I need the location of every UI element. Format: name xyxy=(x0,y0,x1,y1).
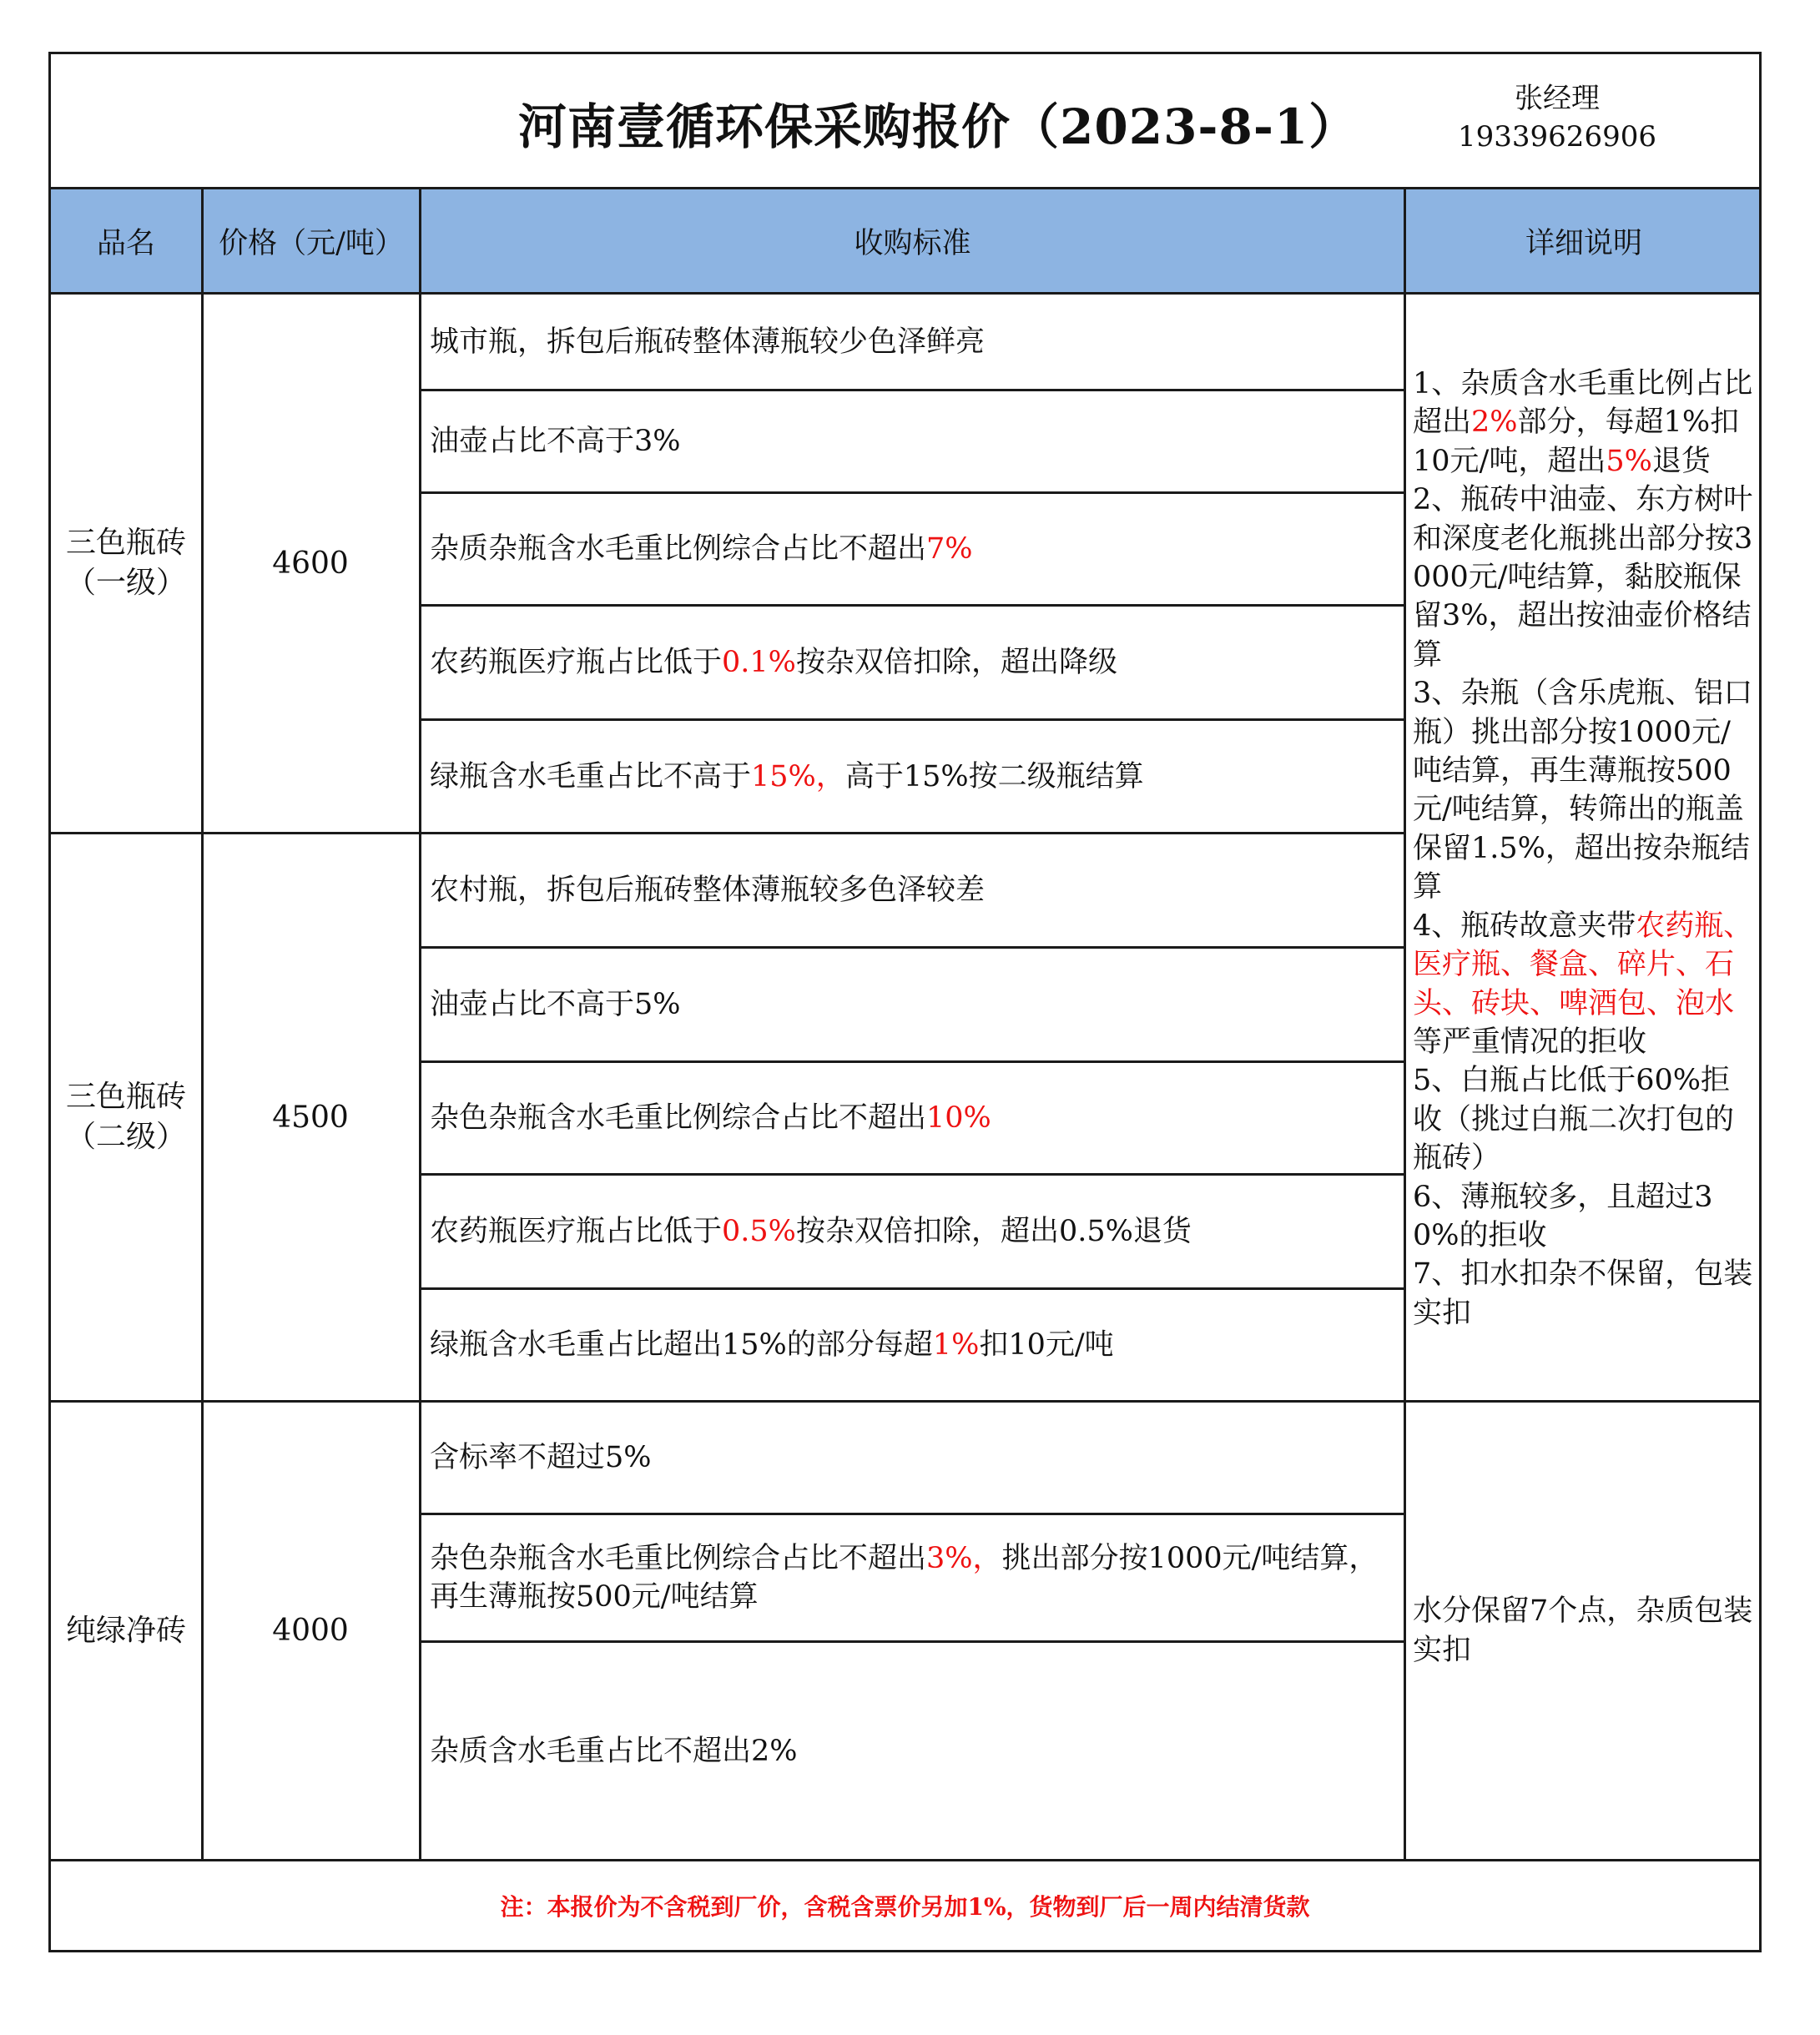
detail-note-green xyxy=(1406,1403,1762,1859)
criterion-text: 杂色杂瓶含水毛重比例综合占比不超出 xyxy=(430,1542,927,1575)
title-row xyxy=(51,54,1759,189)
criterion-text: 农药瓶医疗瓶占比低于 xyxy=(430,646,723,679)
detail-note-7: 7、扣水扣杂不保留，包装实扣 xyxy=(1413,1257,1753,1330)
detail-notes xyxy=(1406,365,1762,1332)
footer-note: 注：本报价为不含税到厂价，含税含票价另加1%，货物到厂后一周内结清货款 xyxy=(500,1893,1310,1921)
detail-text: 水分保留7个点，杂质包装实扣 xyxy=(1413,1594,1753,1667)
criterion-text: 绿瓶含水毛重占比超出15%的部分每超 xyxy=(430,1328,933,1362)
detail-text: 1、杂质含水毛重比例占比超出 xyxy=(1413,367,1753,440)
grade-1-criterion-1: 城市瓶，拆包后瓶砖整体薄瓶较少色泽鲜亮 xyxy=(430,325,986,359)
criterion-highlight: 0.1% xyxy=(722,646,796,679)
criterion-highlight: 1% xyxy=(932,1328,980,1362)
header-standard: 收购标准 xyxy=(854,226,971,260)
grade-3-criterion-3: 杂质含水毛重占比不超出2% xyxy=(430,1734,798,1768)
grade-3-name xyxy=(51,1403,201,1859)
criterion-text: 按杂双倍扣除，超出降级 xyxy=(795,646,1117,679)
grade-1-criterion-2: 油壶占比不高于3% xyxy=(430,425,681,458)
header-name: 品名 xyxy=(96,226,155,260)
detail-text: 部分，每超1%扣10元/吨，超出 xyxy=(1413,405,1740,478)
grade-2-name-line1: 三色瓶砖 xyxy=(65,1080,186,1114)
grade-1-criterion-4 xyxy=(421,607,1402,718)
grade-2-price: 4500 xyxy=(272,1100,349,1135)
criterion-text: 绿瓶含水毛重占比不高于 xyxy=(430,759,752,793)
detail-text: 等严重情况的拒收 xyxy=(1413,1025,1647,1059)
grade-1-criterion-5 xyxy=(421,721,1402,832)
grade-1-criterion-3 xyxy=(421,494,1402,604)
detail-note-3: 3、杂瓶（含乐虎瓶、铝口瓶）挑出部分按1000元/吨结算，再生薄瓶按500元/吨结算，转筛出的瓶盖保留1.5%，超出按杂瓶结算 xyxy=(1413,677,1753,904)
criterion-text: 高于15%按二级瓶结算 xyxy=(844,759,1144,793)
grade-2-name-line2: （二级） xyxy=(65,1120,186,1154)
detail-highlight: 农药瓶、医疗瓶、餐盒、碎片、石头、砖块、啤酒包、泡水 xyxy=(1413,909,1753,1020)
grade-3-criterion-1: 含标率不超过5% xyxy=(430,1441,652,1474)
grade-2-criterion-5 xyxy=(421,1290,1402,1400)
criterion-text: 挑出部分按1000元/吨结算，再生薄瓶按500元/吨结算 xyxy=(430,1542,1379,1614)
contact-name: 张经理 xyxy=(1515,82,1600,115)
table-header xyxy=(51,189,1759,295)
grade-2-criterion-2: 油壶占比不高于5% xyxy=(430,988,681,1021)
detail-highlight: 5% xyxy=(1606,444,1652,478)
contact-info xyxy=(1453,79,1661,156)
detail-note-1 xyxy=(1413,365,1755,481)
detail-text: 4、瓶砖故意夹带 xyxy=(1413,909,1636,943)
header-price: 价格（元/吨） xyxy=(219,226,404,260)
criterion-highlight: 3%， xyxy=(926,1542,1002,1575)
grade-1-price: 4600 xyxy=(272,546,349,581)
criterion-text: 扣10元/吨 xyxy=(979,1328,1114,1362)
grade-1-name-line2: （一级） xyxy=(65,566,186,600)
grade-1-name xyxy=(51,295,201,832)
criterion-text: 按杂双倍扣除，超出0.5%退货 xyxy=(795,1215,1192,1248)
detail-note-2: 2、瓶砖中油壶、东方树叶和深度老化瓶挑出部分按3000元/吨结算，黏胶瓶保留3%，超出按油壶价格结算 xyxy=(1413,483,1753,672)
criterion-text: 杂色杂瓶含水毛重比例综合占比不超出 xyxy=(430,1101,927,1135)
criterion-highlight: 0.5% xyxy=(722,1215,796,1248)
grade-1-name-line1: 三色瓶砖 xyxy=(65,526,186,560)
detail-text: 退货 xyxy=(1651,444,1711,478)
contact-phone: 19339626906 xyxy=(1458,120,1656,154)
criterion-highlight: 7% xyxy=(926,532,973,566)
grade-2-criterion-4 xyxy=(421,1176,1402,1287)
grade-2-criterion-3 xyxy=(421,1063,1402,1173)
header-detail: 详细说明 xyxy=(1525,226,1642,260)
detail-note-5: 5、白瓶占比低于60%拒收（挑过白瓶二次打包的瓶砖） xyxy=(1413,1064,1735,1176)
grade-2-name xyxy=(51,834,201,1400)
criterion-text: 农药瓶医疗瓶占比低于 xyxy=(430,1215,723,1248)
criterion-text: 杂质杂瓶含水毛重比例综合占比不超出 xyxy=(430,532,927,566)
criterion-highlight: 15%， xyxy=(751,759,845,793)
detail-note-4 xyxy=(1413,907,1755,1062)
grade-3-criterion-2 xyxy=(421,1515,1402,1640)
criterion-highlight: 10% xyxy=(926,1101,991,1135)
page-title: 河南壹循环保采购报价（2023-8-1） xyxy=(518,98,1359,155)
price-sheet xyxy=(48,52,1762,1952)
grade-3-price: 4000 xyxy=(272,1614,349,1648)
grade-2-criterion-1: 农村瓶，拆包后瓶砖整体薄瓶较多色泽较差 xyxy=(430,874,986,907)
grade-3-name-line1: 纯绿净砖 xyxy=(65,1613,186,1648)
detail-highlight: 2% xyxy=(1471,405,1518,440)
detail-note-6: 6、薄瓶较多，且超过30%的拒收 xyxy=(1413,1180,1713,1252)
